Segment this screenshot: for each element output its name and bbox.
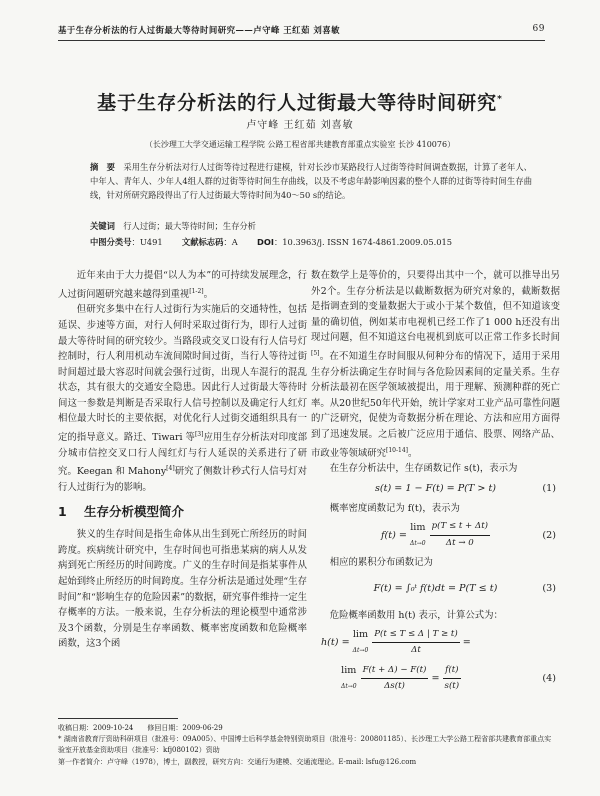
right-paragraph-1: 数在数学上是等价的，只要得出其中一个，就可以推导出另外2个。生存分析法是以截断数据为研究对象的，截断数据是指调查到的变量数据大于或小于某个数值，但不知道该变量的确切值，例如某市电视机已经工作了1 000 h还没有出现过问题，但不知道这台电视机到底可以正常工作多长时间[5]。在不知道生存时间服从何种分布的情况下，适用于采用生存分析法确定生存时间与各危险因素间的定量关系。生存分析法最初在医学领域被提出，用于理解、预测种群的死亡率。从20世纪50年代开始，统计学家对工业产品可靠性问题的广泛研究，促使为奇数据分析在理论、方法和应用方面得到了迅速发展。之后被广泛应用于通信、股票、网络产品、市政业等领域研究[10-14]。 [311, 270, 560, 459]
authors: 卢守峰 王红茹 刘喜敏 [246, 120, 354, 131]
doi-value: 10.3963/j. ISSN 1674-4861.2009.05.015 [282, 237, 453, 247]
section-number: 1 [58, 503, 67, 519]
running-head-text: 基于生存分析法的行人过街最大等待时间研究——卢守峰 王红茹 刘喜敏 [58, 25, 340, 35]
doi-label: DOI [256, 237, 274, 247]
section-heading-1 [58, 504, 307, 520]
classification-line: 中图分类号：U491 文献标志码：A DOI：10.3963/j. ISSN 1674-4861.2009.05.015 [90, 237, 453, 247]
keywords-label: 关键词 [90, 221, 115, 231]
citation: [3] [194, 431, 204, 439]
citation: [5] [311, 349, 320, 357]
citation: [1-2] [189, 287, 204, 295]
section-title: 生存分析模型简介 [84, 503, 185, 519]
doc-code-value: A [231, 237, 238, 247]
clc-value: U491 [139, 237, 163, 247]
right-paragraph-2: 在生存分析法中，生存函数记作 s(t)，表示为 [329, 463, 518, 475]
title-footnote-mark: * [497, 94, 503, 105]
right-column [311, 268, 560, 698]
citation: [4] [166, 465, 175, 473]
footnote-rule [58, 718, 178, 719]
footnotes [58, 722, 558, 768]
equation-number: (3) [542, 583, 556, 595]
abstract-label: 摘 要 [90, 162, 116, 172]
right-paragraph-5: 危险概率函数用 h(t) 表示，计算公式为： [329, 610, 503, 622]
left-column [58, 268, 307, 652]
running-head [58, 24, 545, 41]
equation-3: F(t) = ∫₀ᵗ f(t)dt = P(T ≤ t) (3) [311, 572, 560, 606]
left-paragraph-2: 但研究多集中在行人过街行为实施后的交通特性，包括延误、步速等方面，对行人何时采取过街行为，即行人过街最大等待时间的研究较少。当路段或交叉口设有行人信号灯控制时，行人利用机动车流间隙时间过街，当行人等待过街时间超过最大容忍时间就会强行过街，出现人车混行的混乱状态，其有很大的交通安全隐患。因此行人过街最大等待时间这一参数是判断是否采取行人信号控制以及确定行人红灯相位最大时长的主要依据，对优化行人过街交通组织具有一定的指导意义。路迁、Tiwari 等[3]应用生存分析法对印度部分城市信控交叉口行人闯红灯与行人延误的关系进行了研究。Keegan 和 Mahony[4]研究了侧数计秒式行人信号灯对行人过街行为的影响。 [58, 304, 307, 494]
doc-code-label: 文献标志码 [181, 237, 224, 247]
page-number: 69 [532, 24, 545, 34]
left-paragraph-1: 近年来由于大力提倡“以人为本”的可持续发展理念，行人过街问题研究越来越得到重视[1-2]。 [58, 270, 307, 300]
footnote-fund: * 湖南省教育厅资助科研项目（批准号：09A005）、中国博士后科学基金特别资助项目（批准号：200801185）、长沙理工大学公路工程省部共建教育部重点实验室开放基金资助项目（批准号：kfj080102）资助 [58, 735, 552, 754]
clc-label: 中图分类号 [90, 237, 132, 247]
equation-number: (2) [542, 529, 556, 541]
citation: [10-14] [386, 446, 408, 454]
abstract [90, 160, 532, 202]
equation-number: (4) [542, 672, 556, 684]
left-paragraph-3: 狭义的生存时间是指生命体从出生到死亡所经历的时间跨度。疾病统计研究中，生存时间也可指患某病的病人从发病到死亡所经历的时间跨度。广义的生存时间是指某事件从起始到终止所经历的时间跨度。生存分析法是通过处理“生存时间”和“影响生存的危险因素”的数据，研究事件维持一定生存概率的方法。一般来说，生存分析法的理论模型中通常涉及3个函数，分别是生存率函数、概率密度函数和危险概率函数，这3个函 [58, 529, 307, 650]
footnote-received: 收稿日期：2009-10-24 修回日期：2009-06-29 [58, 724, 223, 732]
right-paragraph-3: 概率密度函数记为 f(t)，表示为 [329, 502, 460, 514]
equation-number: (1) [542, 483, 556, 495]
paper-title [40, 88, 560, 115]
abstract-text: 采用生存分析法对行人过街等待过程进行建模，针对长沙市某路段行人过街等待时间调查数据，计算了老年人、中年人、青年人、少年人4组人群的过街等待时间生存曲线，以及不考虑年龄影响因素的整个人群的过街等待时间生存曲线，针对所研究路段得出了行人过街最大等待时间为40～50 s的结论。 [90, 162, 532, 200]
footnote-bio: 第一作者简介：卢守峰（1978），博士，副教授，研究方向：交通行为建模、交通流理论。E-mail: lsfu@126.com [58, 758, 417, 766]
right-paragraph-4: 相应的累积分布函数记为 [329, 556, 433, 568]
affiliation: （长沙理工大学交通运输工程学院 公路工程省部共建教育部重点实验室 长沙 410076） [144, 140, 456, 149]
equation-2: f(t) = lim Δt→0 $\frac{p(T \le t + \Delta t)}{\Delta t \to 0}$ (2) [380, 521, 556, 549]
equation-4: h(t) = lim Δt→0 $\frac{P(t \le T \le \Delta | T \ge t)}{\Delta t}$ = [321, 628, 471, 656]
equation-5: lim Δt→0 $\frac{F(t + \Delta) - F(t)}{\Delta s(t)}$ = $\frac{f(t)}{s(t)}$ (4) [341, 664, 556, 692]
keywords-text: 行人过街；最大等待时间；生存分析 [123, 221, 256, 231]
title-text: 基于生存分析法的行人过街最大等待时间研究 [97, 92, 498, 114]
equation-1: s(t) = 1 − F(t) = P(T > t) (1) [311, 479, 560, 499]
keywords [90, 220, 256, 232]
